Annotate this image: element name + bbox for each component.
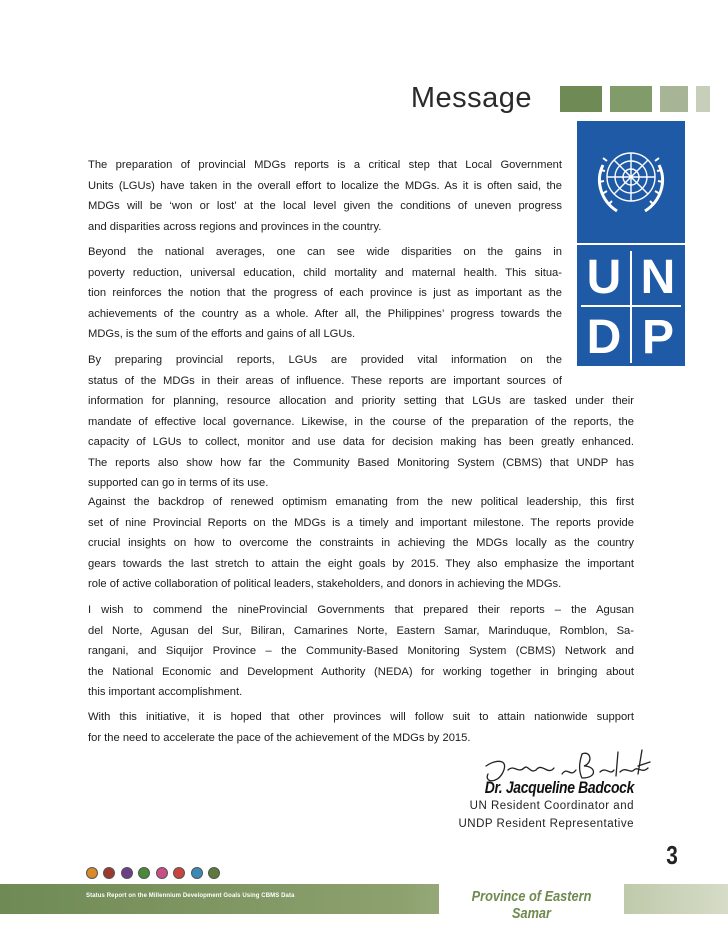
paragraph-3-wide [88,391,634,494]
mdg-goal-1-icon [86,867,98,879]
text-line: crucial insights on how to overcome the constraints in achieving the MDGs locally as the country [88,537,634,549]
text-line: the National Economic and Development Authority (NEDA) for working together in bringing about [88,665,634,678]
text-line: The preparation of provincial MDGs reports is a critical step that Local Government [88,159,562,171]
logo-letter-p: P [641,311,675,364]
text-line: mandate of effective local governance. Likewise, in the course of the preparation of the reports, the [88,415,634,428]
paragraph-3-narrow [88,350,562,391]
text-line: MDGs, is the sum of the efforts and gains of all LGUs. [88,328,356,340]
logo-letter-n: N [640,251,676,304]
text-line: set of nine Provincial Reports on the MDGs is a timely and important milestone. The reports provide [88,516,634,529]
text-line: del Norte, Agusan del Sur, Biliran, Camarines Norte, Eastern Samar, Marinduque, Romblon, Sa- [88,624,634,637]
text-line: gears towards the last stretch to attain the eight goals by 2015. They also emphasize the important [88,557,634,570]
mdg-goal-7-icon [191,867,203,879]
text-line: for the need to accelerate the pace of the achievement of the MDGs by 2015. [88,731,471,744]
paragraph-2 [88,242,562,345]
paragraph-6 [88,707,634,748]
text-line: role of active collaboration of political leaders, stakeholders, and donors in achieving the MDGs. [88,578,562,590]
mdg-goal-3-icon [121,867,133,879]
paragraph-1 [88,155,562,237]
page-number: 3 [666,840,678,870]
text-line: I wish to commend the nineProvincial Governments that prepared their reports – the Agusan [88,604,634,616]
text-line: capacity of LGUs to collect, monitor and use data for decision making has been greatly enhanced. [88,436,634,448]
text-line: achievements of the country as a whole. After all, the Philippines’ progress towards the [88,307,562,320]
mdg-goal-4-icon [138,867,150,879]
paragraph-5 [88,600,634,703]
signatory-title-line1: UN Resident Coordinator and [469,800,634,812]
signatory-name: Dr. Jacqueline Badcock [484,778,634,797]
mdg-goal-2-icon [103,867,115,879]
text-line: Units (LGUs) have taken in the overall effort to localize the MDGs. As it is often said, the [88,179,562,192]
logo-letter-u: U [586,251,622,304]
signatory-title-line2: UNDP Resident Representative [458,818,634,830]
mdg-goal-icons [86,866,221,878]
footer-province-name: Province of Eastern Samar [471,888,592,922]
text-line: this important accomplishment. [88,686,243,698]
mdg-goal-6-icon [173,867,185,879]
text-line: status of the MDGs in their areas of influence. These reports are important sources of [88,374,562,387]
text-line: The reports also show how far the Community Based Monitoring System (CBMS) that UNDP has [88,456,634,469]
text-line: By preparing provincial reports, LGUs are provided vital information on the [88,354,562,366]
text-line: information for planning, resource allocation and priority setting that LGUs are tasked under their [88,395,634,407]
footer-report-title: Status Report on the Millennium Development Goals Using CBMS Data [86,893,295,899]
logo-letter-d: D [586,311,622,364]
text-line: MDGs will be ‘won or lost’ at the local level given the conditions of uneven progress [88,200,562,212]
text-line: supported can go in terms of its use. [88,477,269,489]
mdg-goal-5-icon [156,867,168,879]
text-line: Against the backdrop of renewed optimism emanating from the new political leadership, this first [88,496,634,508]
text-line: poverty reduction, universal education, child mortality and maternal health. This situa- [88,266,562,279]
text-line: rangani, and Siquijor Province – the Community-Based Monitoring System (CBMS) Network and [88,645,634,657]
mdg-goal-8-icon [208,867,220,879]
page-title: Message [410,82,532,114]
undp-logo [577,121,685,366]
text-line: With this initiative, it is hoped that other provinces will follow suit to attain nationwide support [88,711,634,723]
text-line: and disparities across regions and provinces in the country. [88,220,382,233]
text-line: tion reinforces the notion that the progress of each province is just as important as the [88,287,562,299]
text-line: Beyond the national averages, one can see wide disparities on the gains in [88,246,562,258]
paragraph-4 [88,492,634,595]
